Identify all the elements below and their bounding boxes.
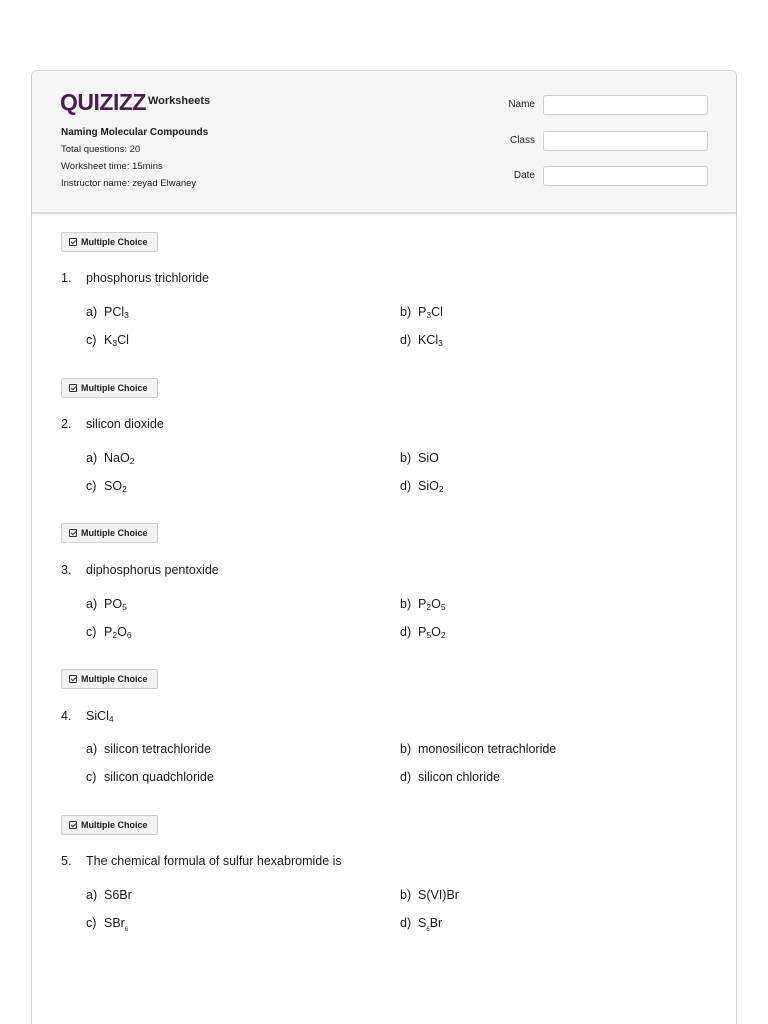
answer-option: d) $P_5O_2$ [400,625,446,640]
answer-option: b) S(VI)Br [400,888,459,902]
question-number: 3. [61,563,72,577]
question-number: 4. [61,709,72,723]
answer-option: c) $P_2O_6$ [86,625,132,640]
date-field[interactable] [543,166,708,186]
worksheet-time: Worksheet time: 15mins [61,161,163,172]
answer-option: c) $SO_2$ [86,479,127,494]
question-number: 1. [61,271,72,285]
question-text: diphosphorus pentoxide [86,563,219,577]
question-number: 2. [61,417,72,431]
answer-option: c) SBr$_6$ [86,916,129,933]
question-type-badge: Multiple Choice [61,232,158,252]
answer-option: b) SiO [400,451,439,465]
answer-option: a) silicon tetrachloride [86,742,211,756]
checkbox-icon [69,529,77,537]
name-label: Name [508,99,535,110]
checkbox-icon [69,384,77,392]
answer-option: a) PCl$_3$ [86,305,129,320]
question-text: phosphorus trichloride [86,271,209,285]
question-type-badge: Multiple Choice [61,815,158,835]
answer-option: d) KCl$_3$ [400,333,443,348]
answer-option: a) S6Br [86,888,132,902]
instructor-name: Instructor name: zeyad Elwaney [61,178,197,189]
class-label: Class [509,135,535,146]
question-number: 5. [61,854,72,868]
question-type-badge: Multiple Choice [61,378,158,398]
answer-option: d) $S_6Br$ [400,916,443,933]
date-label: Date [513,170,535,181]
quizizz-logo: QUIZIZZ [60,89,146,115]
question-text: The chemical formula of sulfur hexabromide is [86,854,342,868]
class-field[interactable] [543,131,708,151]
answer-option: d) silicon chloride [400,770,500,784]
question-text: silicon dioxide [86,417,164,431]
answer-option: a) NaO$_2$ [86,451,135,466]
checkbox-icon [69,675,77,683]
answer-option: d) SiO$_2$ [400,479,444,494]
question-type-badge: Multiple Choice [61,669,158,689]
total-questions: Total questions: 20 [61,144,141,155]
name-field[interactable] [543,95,708,115]
checkbox-icon [69,821,77,829]
answer-option: b) $P_2O_5$ [400,597,446,612]
worksheet-title: Naming Molecular Compounds [61,127,209,138]
answer-option: c) $K_3Cl$ [86,333,129,348]
answer-option: b) $P_3Cl$ [400,305,443,320]
answer-option: a) $PO_5$ [86,597,127,612]
question-text: SiCl$_4$ [86,709,114,724]
checkbox-icon [69,238,77,246]
answer-option: b) monosilicon tetrachloride [400,742,557,756]
worksheet-page [31,70,737,1024]
question-type-badge: Multiple Choice [61,523,158,543]
logo-subtitle: Worksheets [148,95,211,107]
worksheet-header [32,71,736,214]
answer-option: c) silicon quadchloride [86,770,214,784]
